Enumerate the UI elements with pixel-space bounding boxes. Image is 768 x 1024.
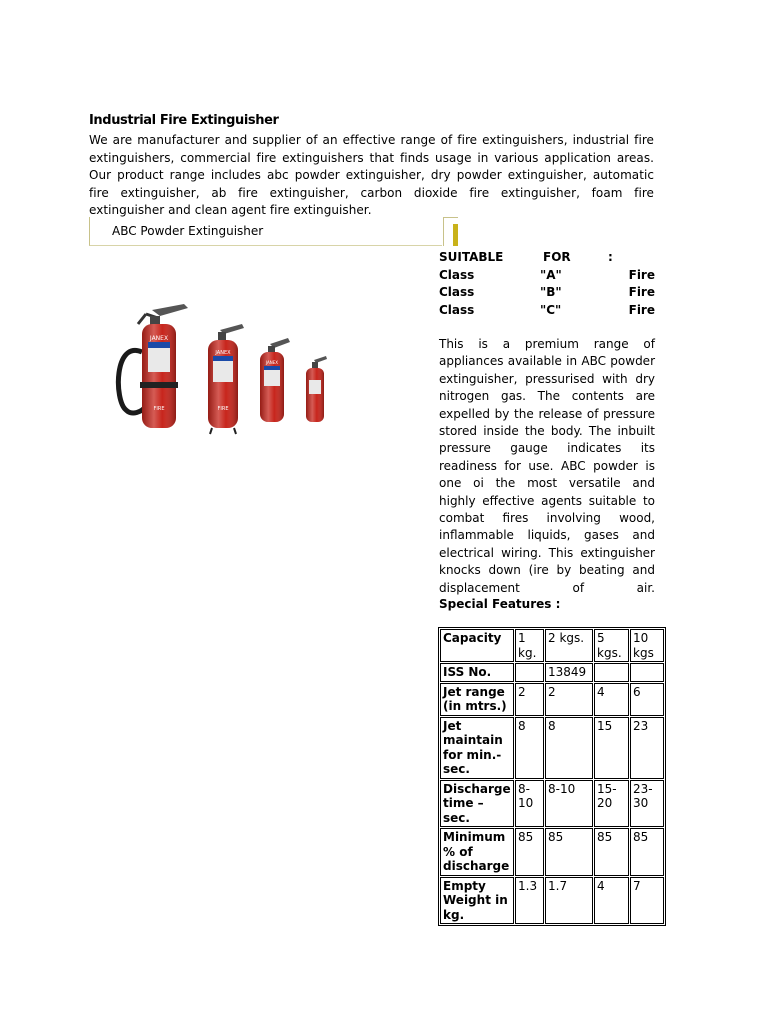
table-cell: 5 kgs. xyxy=(594,629,629,662)
table-cell: 8-10 xyxy=(515,780,544,828)
class-c-row xyxy=(439,302,655,320)
svg-text:FIRE: FIRE xyxy=(217,406,229,412)
extinguisher-smallest xyxy=(306,356,327,422)
table-row xyxy=(440,780,664,828)
table-row-label: Discharge time – sec. xyxy=(440,780,514,828)
table-row-label: Minimum % of discharge xyxy=(440,828,514,876)
table-row xyxy=(440,877,664,925)
product-image xyxy=(112,300,338,436)
product-tab[interactable] xyxy=(89,217,442,246)
table-row xyxy=(440,663,664,682)
table-cell: 8 xyxy=(545,717,593,779)
table-cell: 15-20 xyxy=(594,780,629,828)
table-row-label: ISS No. xyxy=(440,663,514,682)
class-value: "B" xyxy=(540,285,562,299)
table-row xyxy=(440,683,664,716)
spec-table xyxy=(438,627,666,926)
class-value: "A" xyxy=(540,267,562,282)
class-label: Class xyxy=(439,302,475,317)
table-cell xyxy=(630,663,664,682)
svg-text:FIRE: FIRE xyxy=(153,406,165,412)
table-cell: 85 xyxy=(515,828,544,876)
table-cell: 13849 xyxy=(545,663,593,682)
suitable-for-block xyxy=(439,249,655,319)
table-row xyxy=(440,629,664,662)
table-cell: 2 xyxy=(545,683,593,716)
class-a-row xyxy=(439,267,655,285)
table-cell: 23 xyxy=(630,717,664,779)
table-cell: 1.7 xyxy=(545,877,593,925)
class-b-row xyxy=(439,284,655,302)
tab-decoration xyxy=(443,217,458,246)
table-cell: 1.3 xyxy=(515,877,544,925)
class-value: "C" xyxy=(540,302,562,317)
class-label: Class xyxy=(439,285,475,299)
table-cell: 4 xyxy=(594,683,629,716)
suitable-header-row xyxy=(439,249,655,267)
table-row-label: Jet range (in mtrs.) xyxy=(440,683,514,716)
svg-text:JANEX: JANEX xyxy=(149,335,169,342)
fire-label: Fire xyxy=(628,267,655,282)
special-features-heading: Special Features : xyxy=(439,597,561,611)
table-cell: 8 xyxy=(515,717,544,779)
table-cell: 85 xyxy=(545,828,593,876)
table-cell: 8-10 xyxy=(545,780,593,828)
product-tab-label: ABC Powder Extinguisher xyxy=(112,224,264,238)
table-row-label: Capacity xyxy=(440,629,514,662)
class-label: Class xyxy=(439,267,475,282)
table-cell: 6 xyxy=(630,683,664,716)
table-cell xyxy=(594,663,629,682)
table-cell: 85 xyxy=(594,828,629,876)
table-cell: 15 xyxy=(594,717,629,779)
intro-paragraph: We are manufacturer and supplier of an effective range of fire extinguishers, industrial fire extinguishers, commercial fire extinguishers that finds usage in various application areas. Our product range includes abc powder extinguisher, dry powder extinguisher, automatic fire extinguisher, ab fire extinguisher, carbon dioxide fire extinguisher, foam fire extinguisher and clean agent fire extinguisher. xyxy=(89,133,654,217)
extinguisher-medium xyxy=(208,324,244,434)
table-cell: 85 xyxy=(630,828,664,876)
table-cell: 1 kg. xyxy=(515,629,544,662)
table-row xyxy=(440,717,664,779)
extinguisher-large xyxy=(118,304,188,428)
page-title: Industrial Fire Extinguisher xyxy=(89,113,279,128)
table-cell: 7 xyxy=(630,877,664,925)
suitable-label: SUITABLE xyxy=(439,250,504,264)
fire-label: Fire xyxy=(628,302,655,317)
table-cell: 23-30 xyxy=(630,780,664,828)
table-row-label: Empty Weight in kg. xyxy=(440,877,514,925)
table-row-label: Jet maintain for min.-sec. xyxy=(440,717,514,779)
product-description: This is a premium range of appliances available in ABC powder extinguisher, pressurised with dry nitrogen gas. The contents are expelled by the release of pressure stored inside the body. The inbuilt pressure gauge indicates its readiness for use. ABC powder is one oi the most versatile and highly effective agents suitable to combat fires involving wood, inflammable liquids, gases and electrical wiring. This extinguisher knocks down (ire by beating and displacement of air. xyxy=(439,337,655,595)
svg-text:JANEX: JANEX xyxy=(265,360,279,365)
colon-label: : xyxy=(608,250,613,264)
table-cell: 2 kgs. xyxy=(545,629,593,662)
table-cell: 2 xyxy=(515,683,544,716)
extinguisher-small xyxy=(260,338,290,422)
table-cell xyxy=(515,663,544,682)
table-cell: 10 kgs xyxy=(630,629,664,662)
table-row xyxy=(440,828,664,876)
table-cell: 4 xyxy=(594,877,629,925)
svg-text:JANEX: JANEX xyxy=(215,350,231,356)
for-label: FOR xyxy=(543,250,571,264)
fire-label: Fire xyxy=(628,285,655,299)
